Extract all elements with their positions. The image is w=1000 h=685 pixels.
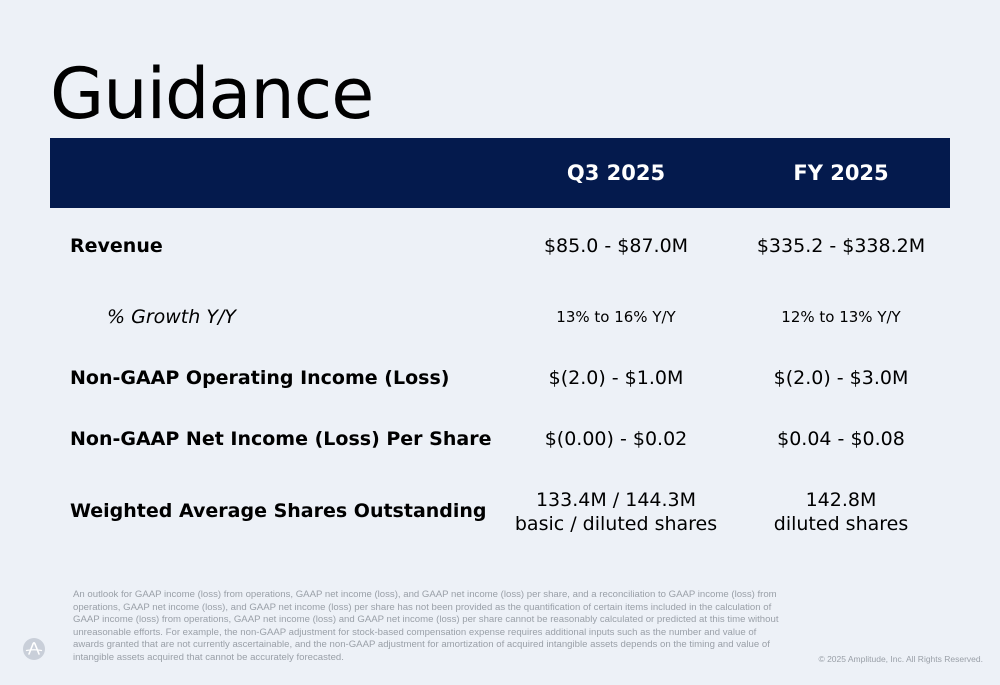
footnote: An outlook for GAAP income (loss) from operations, GAAP net income (loss), and GAAP net income (loss) per share, and a reconciliation to GAAP income (loss) from operations, GAAP net income (loss), and GAAP net income (loss) per share has not been provided as the quantification of certain items included in the calculation of GAAP income (loss) from operations, GAAP net income (loss) and GAAP net income (loss) per share cannot be reasonably calculated or predicted at this time without unreasonable efforts. For example, the non-GAAP adjustment for stock-based compensation expense requires additional inputs such as the number and value of awards granted that are not currently ascertainable, and the non-GAAP adjustment for amortization of acquired intangible assets depends on the timing and value of intangible assets acquired that cannot be accurately forecasted.	[73, 589, 779, 663]
row-label-weighted-shares: Weighted Average Shares Outstanding	[70, 500, 487, 522]
row-label-growth: % Growth Y/Y	[107, 306, 236, 328]
cell-revenue-q3: $85.0 - $87.0M	[543, 235, 689, 257]
cell-weighted-shares-q3-line2: basic / diluted shares	[514, 513, 718, 535]
cell-weighted-shares-fy-line2: diluted shares	[773, 513, 909, 535]
amplitude-logo-icon	[23, 638, 45, 660]
cell-revenue-fy: $335.2 - $338.2M	[756, 235, 926, 257]
copyright-notice: © 2025 Amplitude, Inc. All Rights Reserved.	[818, 654, 983, 664]
row-label-net-income-per-share: Non-GAAP Net Income (Loss) Per Share	[70, 428, 492, 450]
row-label-revenue: Revenue	[70, 235, 163, 257]
row-label-operating-income: Non-GAAP Operating Income (Loss)	[70, 367, 450, 389]
column-header-fy: FY 2025	[793, 161, 889, 185]
column-header-q3: Q3 2025	[566, 161, 666, 185]
cell-growth-fy: 12% to 13% Y/Y	[781, 308, 901, 326]
cell-weighted-shares-fy-line1: 142.8M	[805, 489, 877, 511]
cell-net-income-per-share-fy: $0.04 - $0.08	[777, 428, 905, 450]
cell-operating-income-q3: $(2.0) - $1.0M	[548, 367, 684, 389]
cell-net-income-per-share-q3: $(0.00) - $0.02	[544, 428, 688, 450]
cell-growth-q3: 13% to 16% Y/Y	[556, 308, 676, 326]
cell-operating-income-fy: $(2.0) - $3.0M	[773, 367, 909, 389]
page-title: Guidance	[50, 53, 374, 135]
cell-weighted-shares-q3-line1: 133.4M / 144.3M	[535, 489, 697, 511]
table-header	[50, 138, 950, 208]
